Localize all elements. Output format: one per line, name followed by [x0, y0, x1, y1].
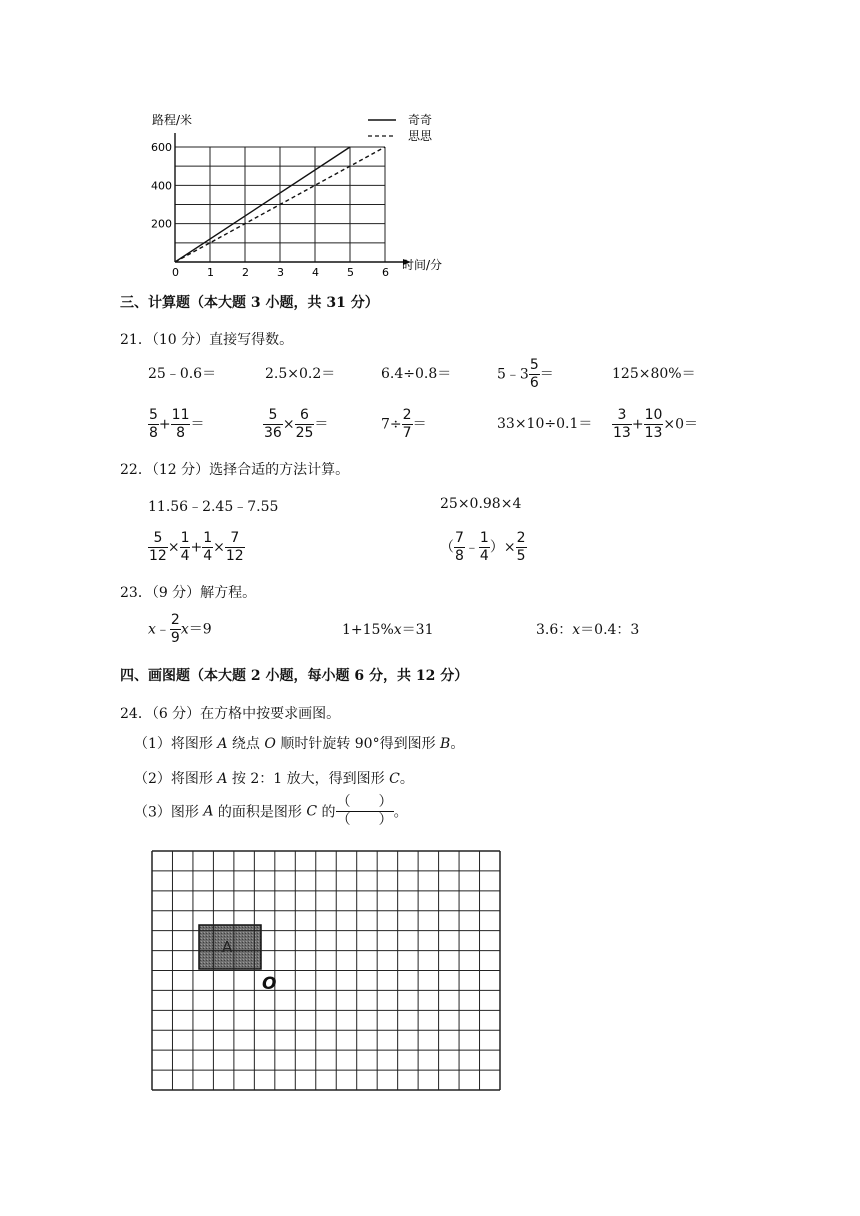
fraction — [180, 530, 191, 565]
numerator: 11 — [171, 407, 190, 423]
operator: + — [190, 539, 203, 556]
operator: × — [167, 539, 180, 556]
shape-A-ref: A — [217, 736, 228, 752]
q24-heading: 24．（6 分）在方格中按要求画图。 — [120, 706, 341, 722]
q21-expr-2: 2.5×0.2＝ — [265, 366, 336, 382]
q24-step-1 — [134, 733, 464, 753]
numerator: 5 — [149, 407, 158, 423]
fraction — [479, 530, 490, 565]
fraction — [516, 530, 527, 565]
numerator: 7 — [225, 530, 245, 548]
denominator: 8 — [149, 425, 158, 441]
x-tick-label: 2 — [242, 266, 249, 279]
shape-C-ref: C — [389, 771, 400, 787]
q21-expr-4-int: 5﹣3 — [497, 366, 529, 383]
section-4-title: 四、画图题（本大题 2 小题，每小题 6 分，共 12 分） — [120, 668, 469, 684]
operand: 1+15% — [342, 622, 394, 638]
equals: ＝9 — [188, 621, 212, 638]
section-3-title: 三、计算题（本大题 3 小题，共 31 分） — [120, 295, 379, 311]
fraction — [225, 530, 245, 565]
numerator: 5 — [263, 407, 283, 425]
text: 。 — [399, 771, 414, 787]
fraction — [644, 407, 664, 442]
equals: ×0＝ — [663, 416, 699, 433]
text: 。 — [450, 736, 465, 752]
text: （3）图形 — [134, 804, 204, 821]
operator: + — [631, 416, 644, 433]
y-tick-label: 200 — [151, 217, 172, 231]
numerator: 1 — [479, 530, 489, 546]
fraction — [612, 407, 632, 442]
text: （2）将图形 — [134, 771, 218, 787]
x-tick-label: 5 — [347, 266, 354, 279]
shape-A-ref: A — [217, 771, 228, 787]
denominator: 6 — [529, 375, 539, 391]
q21-expr-4 — [497, 357, 554, 392]
equals: ＝ — [539, 366, 554, 383]
fraction — [148, 407, 159, 442]
shape-B-ref: B — [440, 736, 451, 752]
denominator: 4 — [180, 548, 190, 564]
q24-step-2 — [134, 768, 414, 788]
fraction — [263, 407, 283, 442]
text: （1）将图形 — [134, 736, 218, 752]
denominator: 5 — [516, 548, 526, 564]
q23-eq-1 — [148, 612, 212, 647]
fraction — [402, 407, 413, 442]
paren-open: （ — [440, 539, 454, 556]
distance-time-chart — [140, 104, 470, 280]
denominator: 4 — [203, 548, 213, 564]
q21-expr-7 — [263, 407, 328, 442]
numerator: 10 — [644, 407, 663, 423]
y-tick-label: 400 — [151, 179, 172, 193]
equals: ＝ — [190, 416, 205, 433]
denominator: 13 — [644, 425, 663, 441]
shape-A-ref: A — [203, 803, 214, 820]
numerator: 1 — [180, 530, 190, 546]
text: 的 — [317, 804, 336, 821]
equals: ＝ — [412, 416, 427, 433]
q23-eq-3 — [536, 619, 639, 639]
denominator: 13 — [613, 425, 631, 441]
fraction — [454, 530, 465, 565]
variable-x: x — [148, 621, 156, 638]
x-tick-label: 4 — [312, 266, 319, 279]
text: 的面积是图形 — [213, 804, 307, 821]
q21-expr-1: 25﹣0.6＝ — [148, 366, 217, 382]
variable-x: x — [180, 621, 189, 638]
numerator: 7 — [455, 530, 464, 546]
operator: × — [282, 416, 295, 433]
denominator: 4 — [479, 548, 489, 564]
q23-eq-2 — [342, 619, 434, 639]
denominator: 9 — [170, 630, 180, 646]
legend-label-sisi: 思思 — [408, 129, 433, 143]
fraction — [148, 530, 168, 565]
operator: ﹣ — [155, 621, 170, 638]
q24-step-3 — [134, 794, 408, 829]
y-tick-label: 600 — [151, 140, 172, 154]
fraction — [170, 612, 181, 647]
fraction — [529, 357, 540, 392]
denominator-blank[interactable]: （ ） — [336, 812, 393, 828]
numerator: 2 — [170, 612, 180, 628]
equals: ＝ — [314, 416, 329, 433]
operand: 7÷ — [381, 416, 402, 433]
q21-heading: 21．（10 分）直接写得数。 — [120, 332, 294, 348]
q21-expr-5: 125×80%＝ — [612, 366, 696, 382]
numerator: 1 — [203, 530, 213, 546]
variable-x: x — [393, 622, 402, 638]
q22-expr-3 — [148, 530, 245, 565]
q21-expr-9: 33×10÷0.1＝ — [497, 416, 593, 432]
numerator-blank[interactable]: （ ） — [336, 794, 393, 810]
q22-expr-4 — [440, 530, 527, 565]
shape-A-label: A — [222, 938, 233, 956]
operator: ﹣ — [464, 539, 479, 556]
denominator: 8 — [176, 425, 186, 441]
numerator: 6 — [295, 407, 315, 425]
fraction — [202, 530, 213, 565]
x-tick-label: 1 — [207, 266, 214, 279]
text: 顺时针旋转 90°得到图形 — [275, 736, 441, 752]
y-axis-label: 路程/米 — [152, 113, 193, 127]
text: 按 2：1 放大，得到图形 — [227, 771, 390, 787]
chart-grid — [175, 133, 411, 265]
operator: × — [213, 539, 225, 556]
q21-expr-6 — [148, 407, 204, 442]
point-O-ref: O — [264, 736, 276, 752]
legend-label-qiqi: 奇奇 — [408, 113, 433, 127]
point-O-label: O — [262, 974, 277, 994]
numerator: 5 — [148, 530, 168, 548]
numerator: 3 — [612, 407, 632, 425]
q21-expr-10 — [612, 407, 698, 442]
paren-close: ）× — [489, 539, 516, 556]
x-axis-label: 时间/分 — [402, 258, 443, 272]
q22-heading: 22．（12 分）选择合适的方法计算。 — [120, 462, 350, 478]
numerator: 5 — [529, 357, 539, 373]
q22-expr-1: 11.56﹣2.45﹣7.55 — [148, 499, 279, 515]
ratio-rest: ＝0.4：3 — [580, 622, 640, 638]
operand: 3.6： — [536, 622, 573, 638]
fraction — [295, 407, 315, 442]
q21-expr-8 — [381, 407, 427, 442]
x-tick-label: 3 — [277, 266, 284, 279]
grid-lines — [152, 851, 500, 1090]
denominator: 8 — [455, 548, 464, 564]
operator: + — [158, 416, 171, 433]
q21-expr-3: 6.4÷0.8＝ — [381, 366, 452, 382]
denominator: 7 — [402, 425, 412, 441]
denominator: 12 — [225, 548, 244, 564]
text: 绕点 — [227, 736, 265, 752]
answer-fraction-blank[interactable] — [336, 794, 394, 829]
denominator: 25 — [295, 425, 314, 441]
equals: ＝31 — [401, 622, 434, 638]
drawing-grid[interactable] — [150, 848, 504, 1094]
x-tick-label: 0 — [172, 266, 179, 279]
denominator: 12 — [149, 548, 167, 564]
q22-expr-2: 25×0.98×4 — [440, 496, 522, 512]
q23-heading: 23．（9 分）解方程。 — [120, 585, 257, 601]
shape-C-ref: C — [306, 803, 318, 820]
x-tick-label: 6 — [382, 266, 389, 279]
variable-x: x — [572, 622, 581, 638]
denominator: 36 — [264, 425, 282, 441]
text: 。 — [393, 804, 408, 821]
numerator: 2 — [516, 530, 526, 546]
numerator: 2 — [402, 407, 412, 423]
fraction — [171, 407, 191, 442]
